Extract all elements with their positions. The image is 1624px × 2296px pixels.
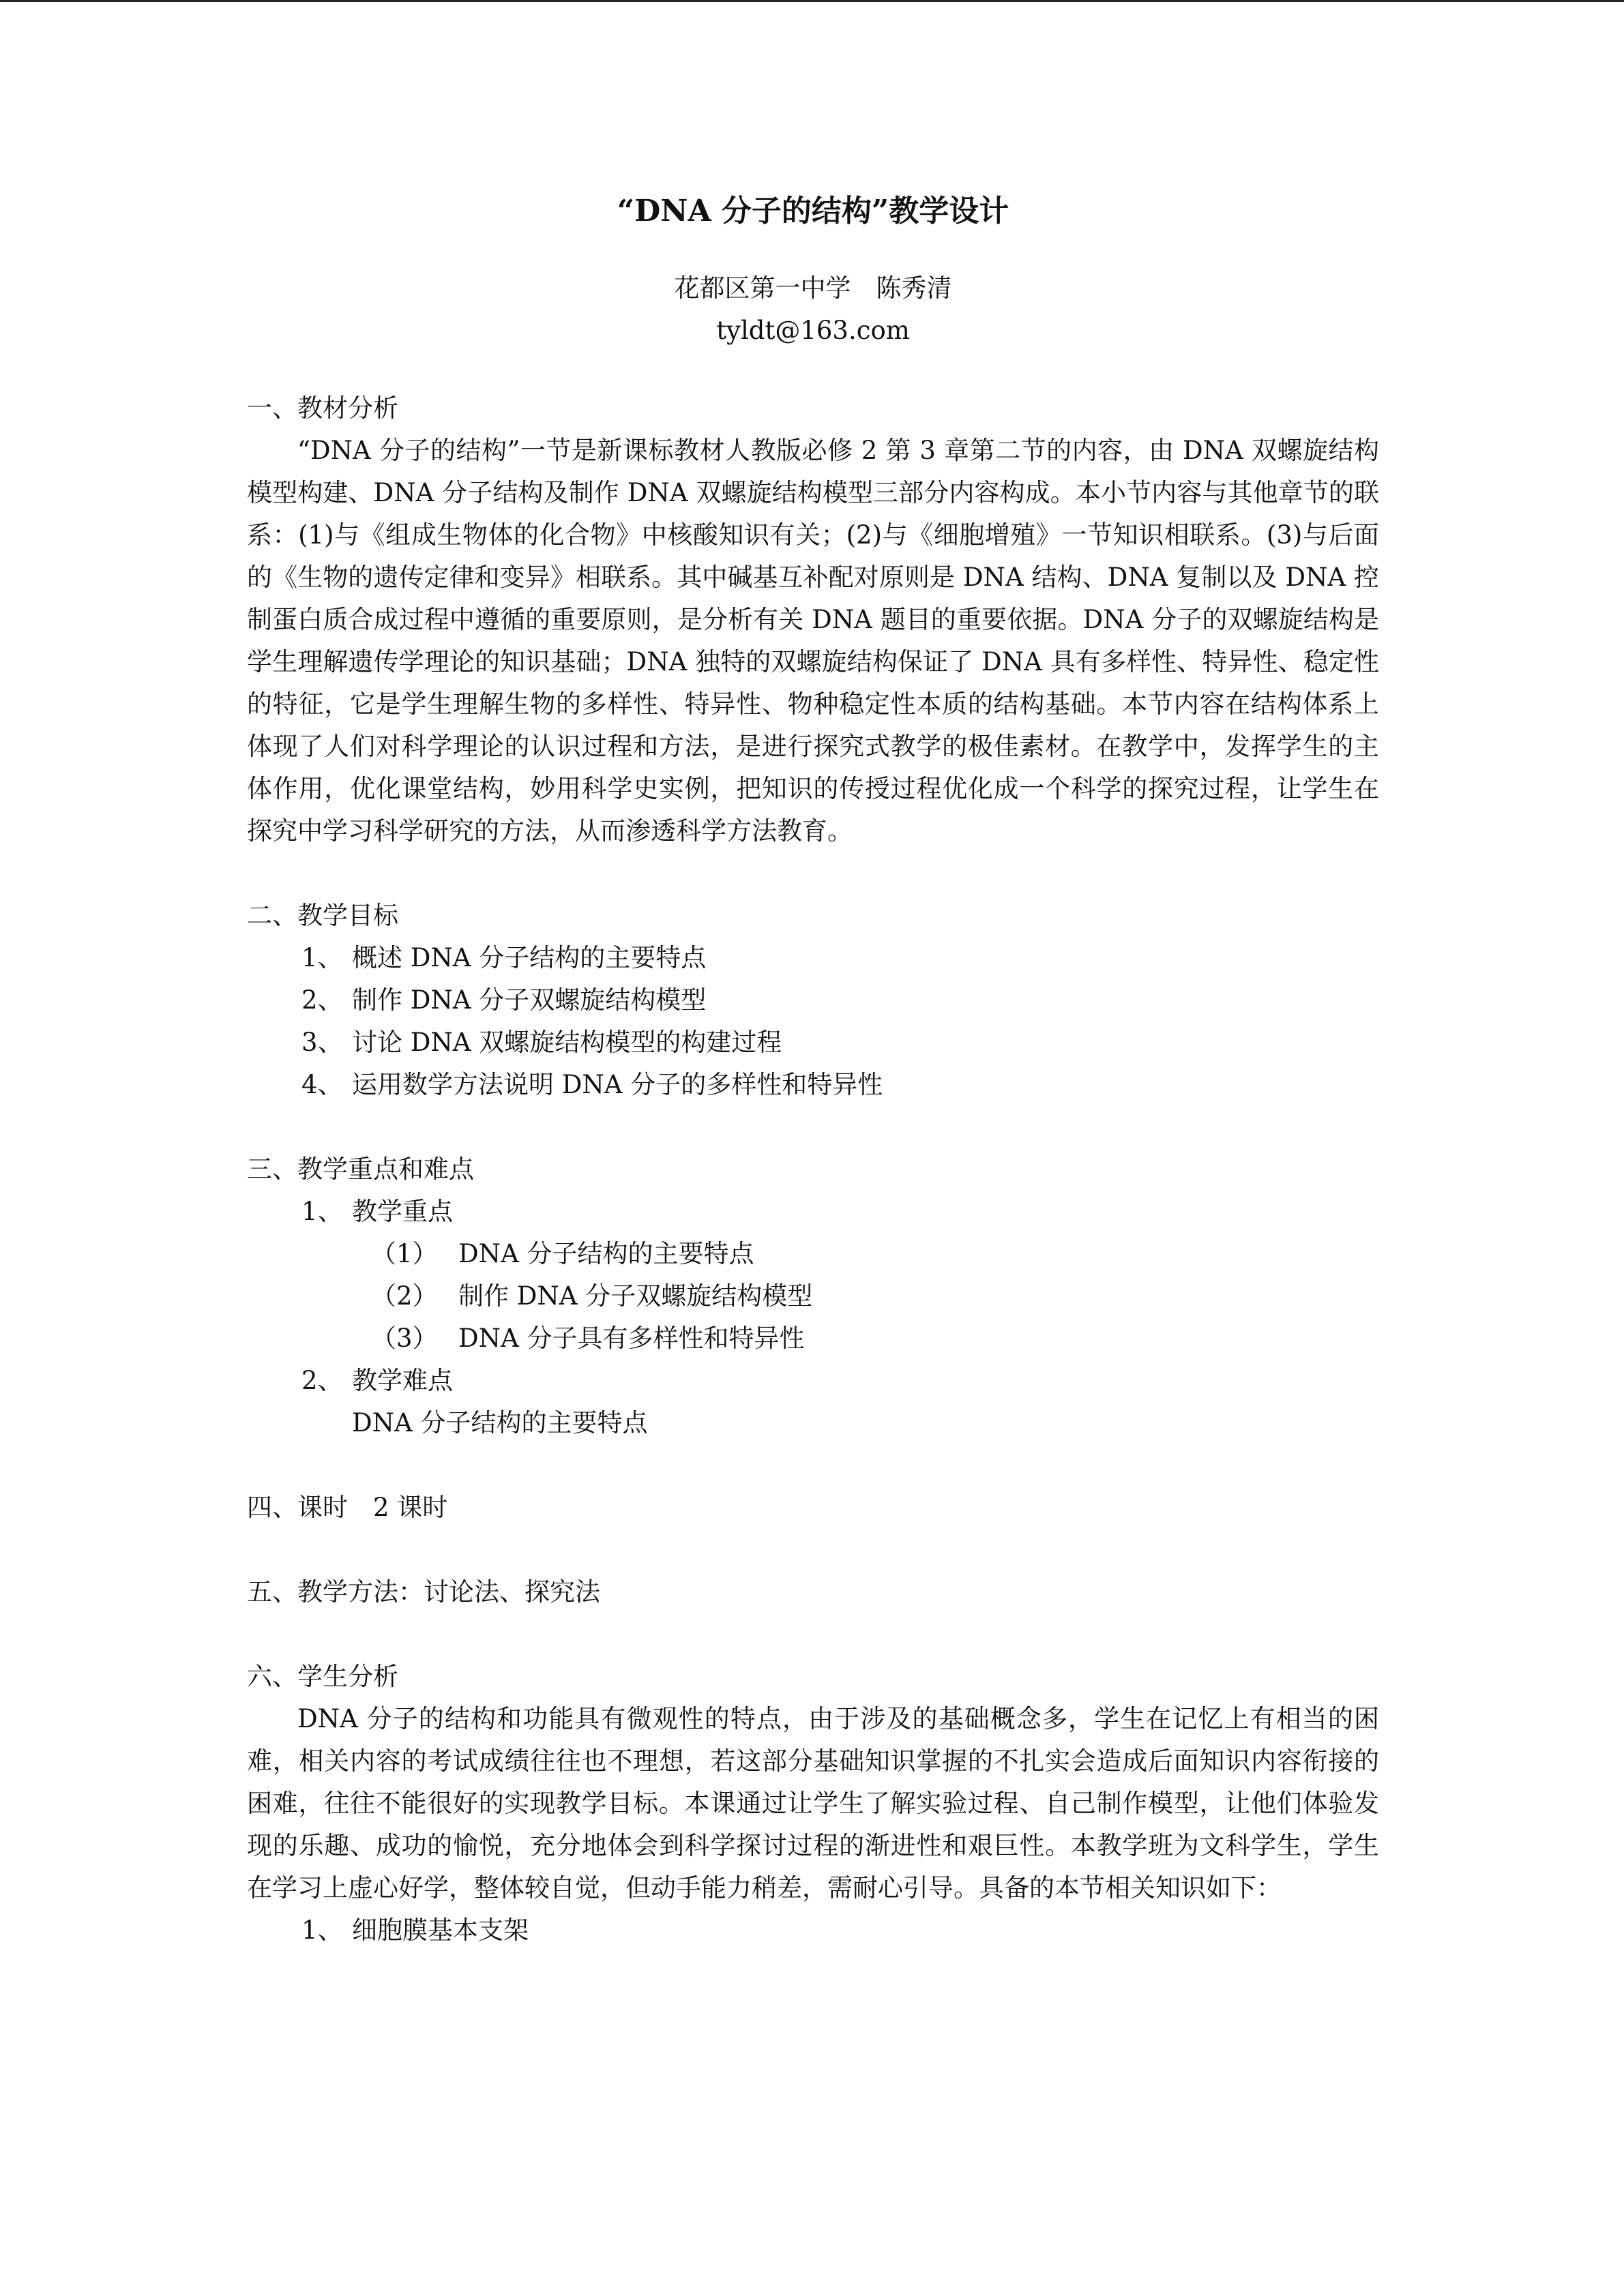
section-heading: 六、学生分析 xyxy=(247,1662,398,1691)
section-heading: 二、教学目标 xyxy=(247,901,398,930)
spacer xyxy=(247,1529,1379,1571)
section-paragraph: “DNA 分子的结构”一节是新课标教材人教版必修 2 第 3 章第二节的内容，由 DNA 双螺旋结构模型构建、DNA 分子结构及制作 DNA 双螺旋结构模型三部分内容构成。本小节内容与其他章节的联系：(1)与《组成生物体的化合物》中核酸知识有关；(2)与《细胞增殖》一节知识相联系。(3)与后面的《生物的遗传定律和变异》相联系。其中碱基互补配对原则是 DNA 结构、DNA 复制以及 DNA 控制蛋白质合成过程中遵循的重要原则，是分析有关 DNA 题目的重要依据。DNA 分子的双螺旋结构是学生理解遗传学理论的知识基础；DNA 独特的双螺旋结构保证了 DNA 具有多样性、特异性、稳定性的特征，它是学生理解生物的多样性、特异性、物种稳定性本质的结构基础。本节内容在结构体系上体现了人们对科学理论的认识过程和方法，是进行探究式教学的极佳素材。在教学中，发挥学生的主体作用，优化课堂结构，妙用科学史实例，把知识的传授过程优化成一个科学的探究过程，让学生在探究中学习科学研究的方法，从而渗透科学方法教育。 xyxy=(247,436,1379,846)
list-number: 2、 xyxy=(301,1366,343,1395)
list-item xyxy=(247,1022,1379,1064)
list-item xyxy=(247,979,1379,1022)
section-heading: 一、教材分析 xyxy=(247,393,398,423)
list-text: 细胞膜基本支架 xyxy=(352,1915,529,1945)
author-line: 花都区第一中学 陈秀清 xyxy=(674,273,952,303)
list-number: （2） xyxy=(371,1281,438,1311)
key-points-heading xyxy=(247,1191,1379,1233)
list-item xyxy=(247,1909,1379,1952)
difficult-points-heading xyxy=(247,1360,1379,1402)
spacer xyxy=(247,1106,1379,1148)
list-number: 1、 xyxy=(301,943,343,972)
list-text: 教学重点 xyxy=(352,1197,453,1226)
list-number: 1、 xyxy=(301,1915,343,1945)
list-item xyxy=(247,937,1379,979)
section-paragraph: DNA 分子的结构和功能具有微观性的特点，由于涉及的基础概念多，学生在记忆上有相当的困难，相关内容的考试成绩往往也不理想，若这部分基础知识掌握的不扎实会造成后面知识内容衔接的困难，往往不能很好的实现教学目标。本课通过让学生了解实验过程、自己制作模型，让他们体验发现的乐趣、成功的愉悦，充分地体会到科学探讨过程的渐进性和艰巨性。本教学班为文科学生，学生在学习上虚心好学，整体较自觉，但动手能力稍差，需耐心引导。具备的本节相关知识如下： xyxy=(247,1704,1379,1903)
list-text: 运用数学方法说明 DNA 分子的多样性和特异性 xyxy=(352,1070,883,1099)
list-number: 2、 xyxy=(301,985,343,1015)
section-key-and-difficult-points xyxy=(247,1148,1379,1444)
spacer xyxy=(247,852,1379,895)
section-heading-teaching-methods: 五、教学方法：讨论法、探究法 xyxy=(247,1577,600,1607)
section-textbook-analysis xyxy=(247,387,1379,852)
goal-list xyxy=(247,937,1379,1106)
list-text: 讨论 DNA 双螺旋结构模型的构建过程 xyxy=(352,1028,782,1057)
list-number: 3、 xyxy=(301,1028,343,1057)
list-number: 1、 xyxy=(301,1197,343,1226)
section-heading-class-hours: 四、课时 2 课时 xyxy=(247,1493,448,1522)
list-item xyxy=(247,1064,1379,1106)
list-text: 制作 DNA 分子双螺旋结构模型 xyxy=(352,985,707,1015)
list-text: DNA 分子具有多样性和特异性 xyxy=(458,1324,805,1353)
list-text: 教学难点 xyxy=(352,1366,453,1395)
section-heading: 三、教学重点和难点 xyxy=(247,1154,474,1184)
list-number: （1） xyxy=(371,1239,438,1268)
document-title: “DNA 分子的结构”教学设计 xyxy=(617,194,1009,228)
list-text: DNA 分子结构的主要特点 xyxy=(458,1239,754,1268)
list-item xyxy=(247,1233,1379,1275)
section-student-analysis xyxy=(247,1656,1379,1952)
spacer xyxy=(247,1613,1379,1656)
page-top-border xyxy=(0,0,1624,2)
section-teaching-goals xyxy=(247,895,1379,1106)
list-text: 概述 DNA 分子结构的主要特点 xyxy=(352,943,707,972)
list-item xyxy=(247,1317,1379,1360)
list-number: （3） xyxy=(371,1324,438,1353)
spacer xyxy=(247,1444,1379,1487)
author-email: tyldt@163.com xyxy=(716,316,910,345)
list-number: 4、 xyxy=(301,1070,343,1099)
difficult-point-text: DNA 分子结构的主要特点 xyxy=(352,1408,648,1437)
document-page xyxy=(247,191,1379,1952)
list-item xyxy=(247,1275,1379,1317)
list-text: 制作 DNA 分子双螺旋结构模型 xyxy=(458,1281,813,1311)
